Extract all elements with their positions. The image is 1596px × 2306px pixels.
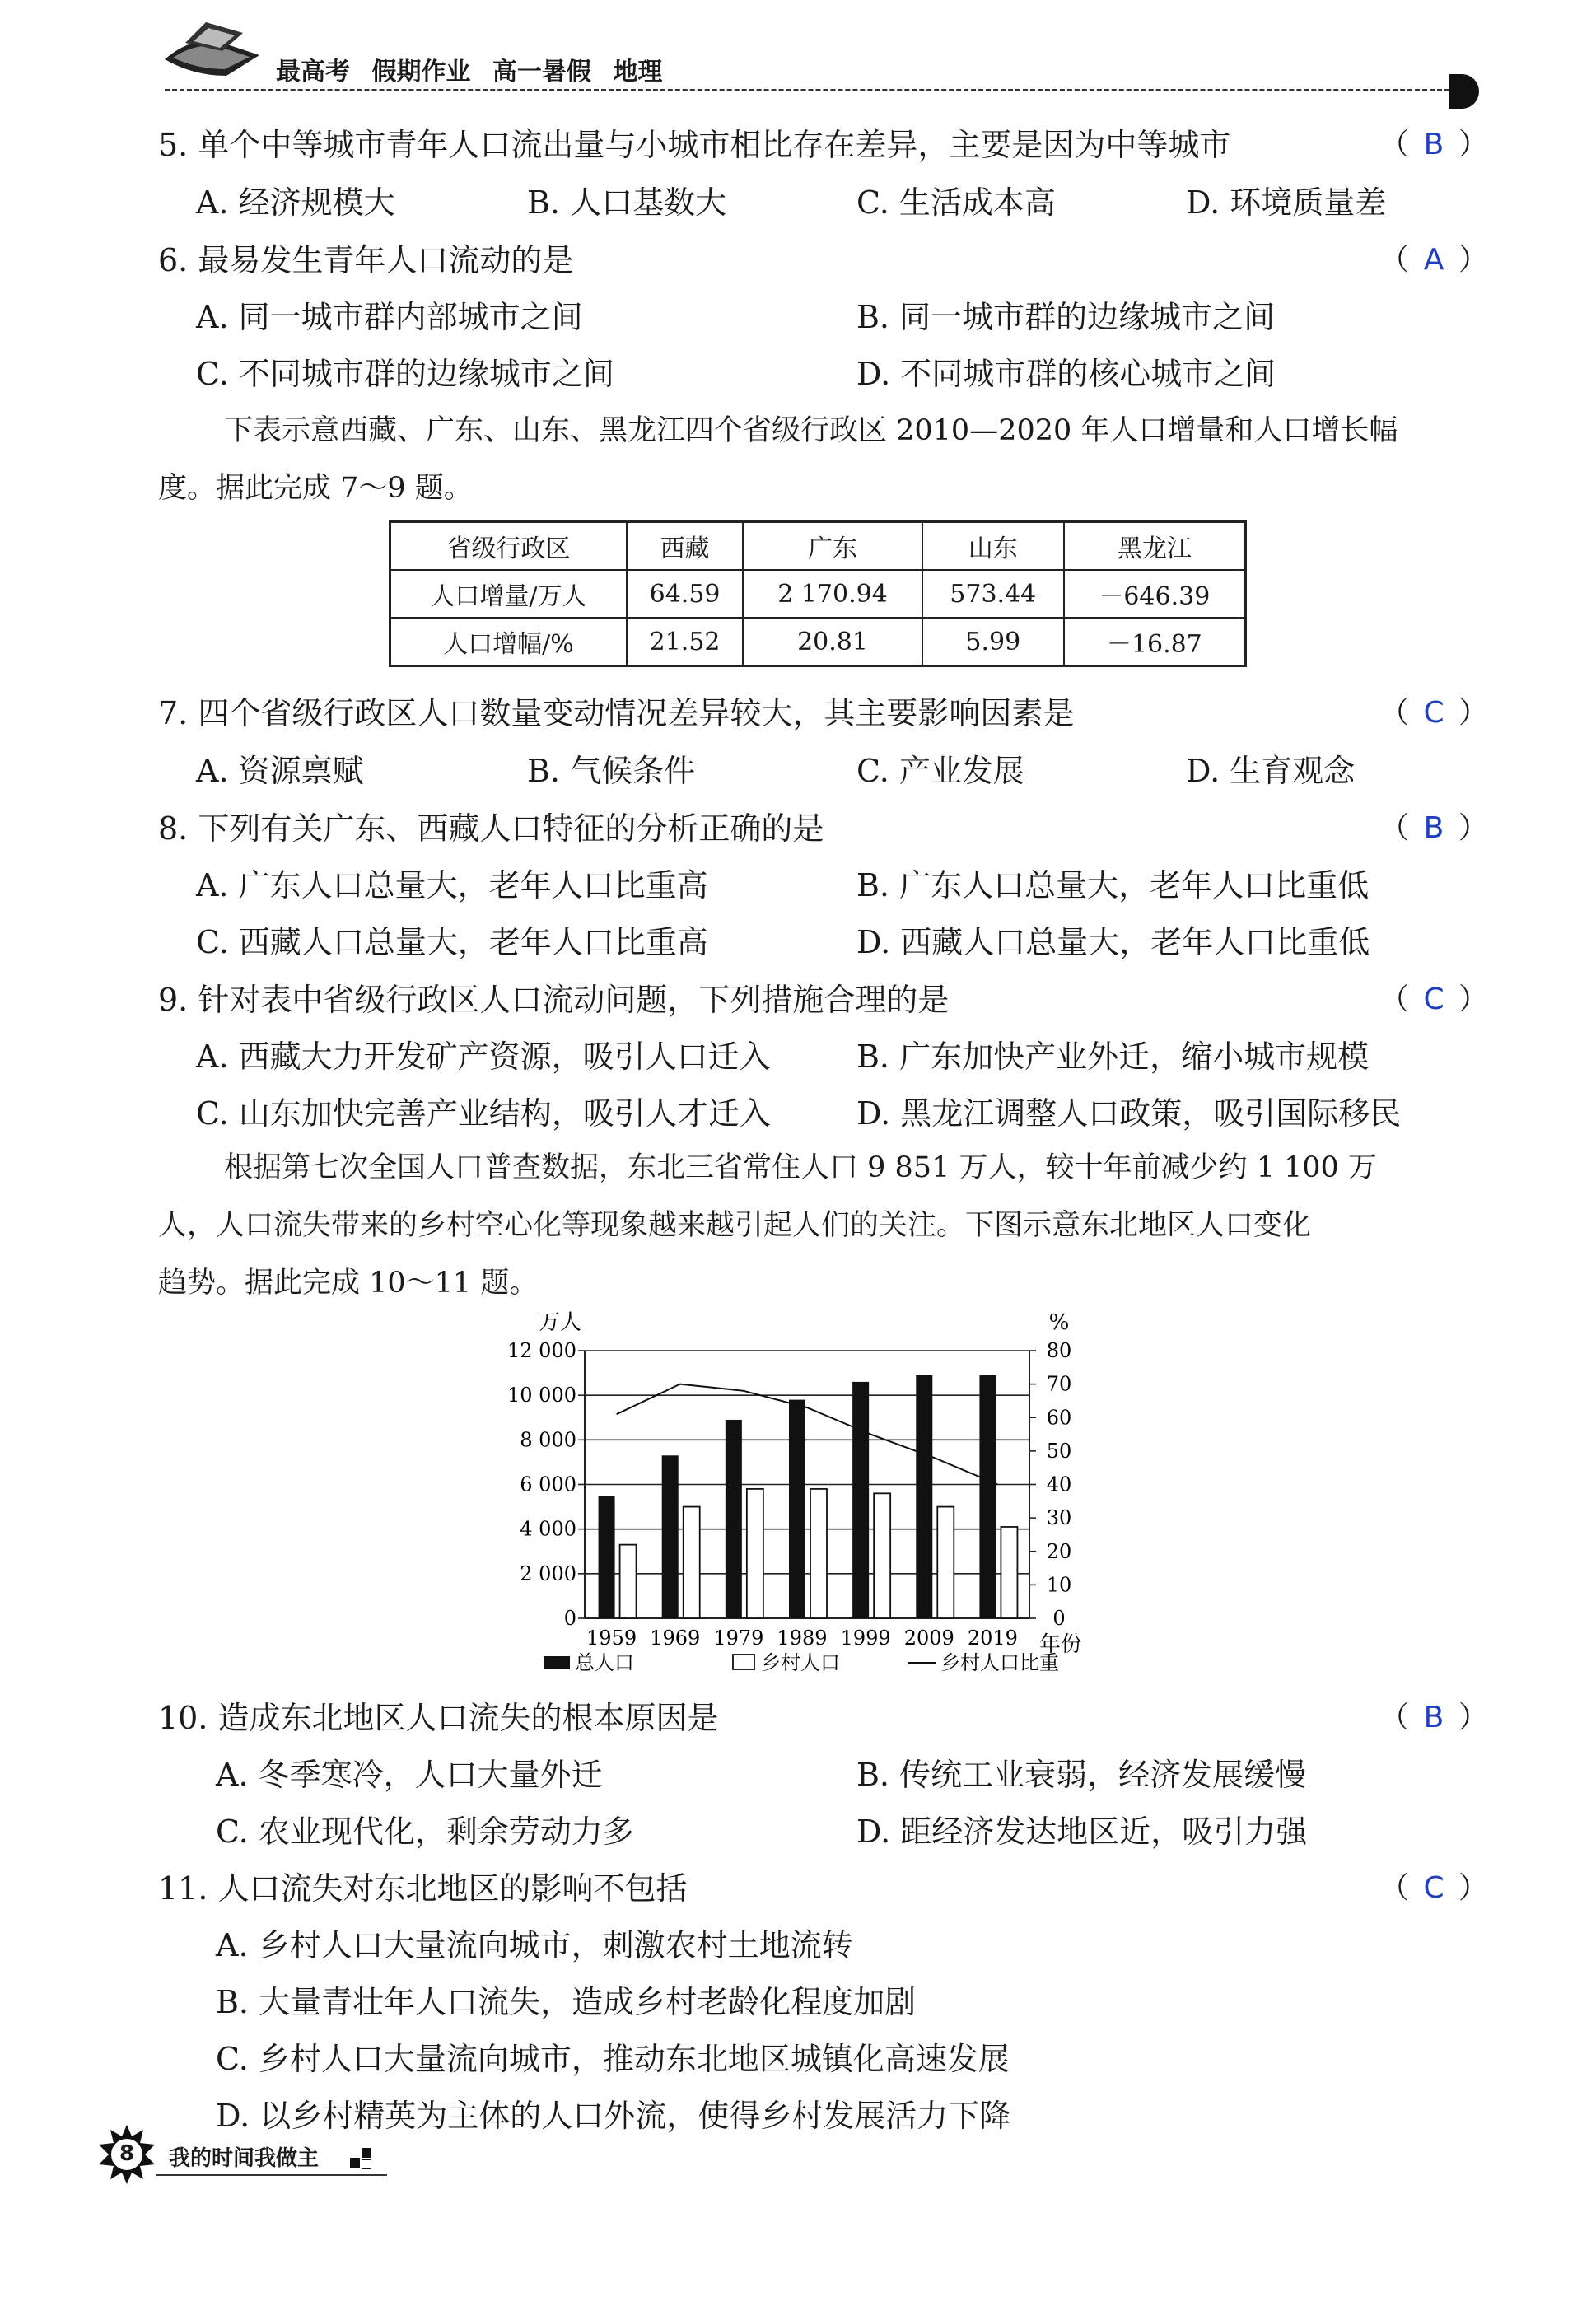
- q7-stem: 7. 四个省级行政区人口数量变动情况差异较大，其主要影响因素是: [158, 695, 1075, 731]
- right-axis-tick-label: 30: [1046, 1506, 1072, 1530]
- q8-answer-letter: B: [1423, 811, 1444, 845]
- q6-answer: （ A ）: [1379, 243, 1489, 277]
- table-header-cell: 省级行政区: [390, 522, 628, 571]
- q9-option-a: A. 西藏大力开发矿产资源，吸引人口迁入: [196, 1039, 771, 1075]
- right-axis-tick-label: 80: [1046, 1339, 1072, 1362]
- header-grade: 高一暑假: [492, 58, 591, 86]
- right-axis-tick-label: 40: [1046, 1473, 1072, 1496]
- q11-stem: 11. 人口流失对东北地区的影响不包括: [158, 1870, 688, 1907]
- table-cell: 573.44: [922, 570, 1064, 618]
- x-tick-label: 2009: [903, 1627, 954, 1650]
- footer-line: [156, 2174, 387, 2176]
- q5-option-c: C. 生活成本高: [856, 184, 1056, 221]
- right-axis-tick-label: 0: [1052, 1607, 1066, 1630]
- right-axis-tick-label: 20: [1046, 1539, 1072, 1563]
- bar-total-population: [599, 1496, 615, 1618]
- x-tick-label: 1989: [777, 1627, 828, 1650]
- table-cell: －16.87: [1064, 618, 1246, 666]
- table-cell: 20.81: [743, 618, 922, 666]
- header-subject: 地理: [613, 58, 663, 86]
- q7-option-a: A. 资源禀赋: [196, 753, 364, 789]
- chart-intro-line2: 人，人口流失带来的乡村空心化等现象越来越引起人们的关注。下图示意东北地区人口变化: [158, 1209, 1312, 1242]
- q8-option-a: A. 广东人口总量大，老年人口比重高: [196, 867, 708, 903]
- q7-option-b: B. 气候条件: [527, 753, 696, 789]
- q6-option-b: B. 同一城市群的边缘城市之间: [856, 299, 1276, 335]
- legend-label-rural: 乡村人口: [761, 1651, 840, 1674]
- q9-answer: （ C ）: [1379, 983, 1489, 1016]
- q5-option-a: A. 经济规模大: [196, 184, 395, 221]
- bar-rural-population: [620, 1545, 637, 1618]
- bar-total-population: [726, 1420, 742, 1618]
- x-tick-label: 1999: [840, 1627, 891, 1650]
- header-logo: [161, 18, 268, 84]
- right-axis-tick-label: 10: [1046, 1573, 1072, 1597]
- table-header-cell: 西藏: [627, 522, 743, 571]
- q6-option-a: A. 同一城市群内部城市之间: [196, 299, 583, 335]
- bar-rural-population: [1001, 1527, 1017, 1618]
- left-axis-unit: 万人: [538, 1310, 582, 1335]
- q8-answer: （ B ）: [1379, 811, 1489, 845]
- bar-rural-population: [684, 1507, 700, 1618]
- left-axis-tick-label: 6 000: [520, 1473, 576, 1496]
- q11-option-b: B. 大量青壮年人口流失，造成乡村老龄化程度加剧: [216, 1984, 917, 2020]
- table-cell: 5.99: [922, 618, 1064, 666]
- bar-rural-population: [874, 1493, 890, 1618]
- q9-option-d: D. 黑龙江调整人口政策，吸引国际移民: [856, 1095, 1402, 1132]
- table-header-cell: 广东: [743, 522, 922, 571]
- q8-stem: 8. 下列有关广东、西藏人口特征的分析正确的是: [158, 810, 824, 847]
- header-divider: [165, 89, 1449, 91]
- q7-option-c: C. 产业发展: [856, 753, 1024, 789]
- bar-total-population: [916, 1375, 932, 1618]
- right-axis-tick-label: 70: [1046, 1372, 1072, 1396]
- table-row: [390, 618, 1246, 666]
- page-number: 8: [119, 2141, 135, 2166]
- table-intro-line1: 下表示意西藏、广东、山东、黑龙江四个省级行政区 2010—2020 年人口增量和人口增长幅: [224, 414, 1398, 447]
- population-table: [389, 520, 1247, 667]
- q8-option-d: D. 西藏人口总量大，老年人口比重低: [856, 924, 1370, 960]
- q9-option-b: B. 广东加快产业外迁，缩小城市规模: [856, 1039, 1370, 1075]
- left-axis-tick-label: 0: [563, 1607, 576, 1630]
- q10-option-a: A. 冬季寒冷，人口大量外迁: [216, 1757, 603, 1793]
- q11-answer-letter: C: [1423, 1871, 1444, 1905]
- q11-answer: （ C ）: [1379, 1871, 1489, 1905]
- q8-option-c: C. 西藏人口总量大，老年人口比重高: [196, 924, 708, 960]
- q11-option-c: C. 乡村人口大量流向城市，推动东北地区城镇化高速发展: [216, 2041, 1010, 2077]
- x-tick-label: 2019: [967, 1627, 1018, 1650]
- table-cell: 2 170.94: [743, 570, 922, 618]
- q9-stem: 9. 针对表中省级行政区人口流动问题，下列措施合理的是: [158, 982, 950, 1018]
- q10-option-d: D. 距经济发达地区近，吸引力强: [856, 1814, 1308, 1850]
- table-cell: －646.39: [1064, 570, 1246, 618]
- q7-option-d: D. 生育观念: [1186, 753, 1356, 789]
- left-axis-tick-label: 12 000: [507, 1339, 576, 1362]
- table-cell: 21.52: [627, 618, 743, 666]
- table-cell: 64.59: [627, 570, 743, 618]
- chart-intro-line3: 趋势。据此完成 10～11 题。: [158, 1267, 539, 1300]
- bar-rural-population: [810, 1489, 827, 1618]
- q10-stem: 10. 造成东北地区人口流失的根本原因是: [158, 1700, 719, 1736]
- q5-option-d: D. 环境质量差: [1186, 184, 1387, 221]
- q11-option-a: A. 乡村人口大量流向城市，刺激农村土地流转: [216, 1927, 853, 1963]
- x-tick-label: 1959: [586, 1627, 637, 1650]
- header-series: 最高考: [276, 58, 350, 86]
- left-axis-tick-label: 8 000: [520, 1428, 576, 1452]
- population-chart: [486, 1301, 1145, 1680]
- x-tick-label: 1979: [713, 1627, 764, 1650]
- q10-answer: （ B ）: [1379, 1701, 1489, 1734]
- q5-answer: （ B ）: [1379, 128, 1489, 161]
- q10-answer-letter: B: [1423, 1701, 1444, 1734]
- bar-total-population: [789, 1400, 805, 1618]
- q7-answer-letter: C: [1423, 696, 1444, 730]
- q10-option-c: C. 农业现代化，剩余劳动力多: [216, 1814, 634, 1850]
- q9-answer-letter: C: [1423, 983, 1444, 1016]
- page-number-badge: [97, 2125, 156, 2184]
- bar-total-population: [979, 1375, 996, 1618]
- q9-option-c: C. 山东加快完善产业结构，吸引人才迁入: [196, 1095, 771, 1132]
- header-title: 假期作业: [371, 58, 471, 86]
- bar-total-population: [852, 1382, 869, 1618]
- bar-rural-population: [937, 1507, 954, 1618]
- right-axis-tick-label: 50: [1046, 1439, 1072, 1463]
- header-tab-icon: [1449, 74, 1479, 109]
- q6-option-d: D. 不同城市群的核心城市之间: [856, 356, 1276, 392]
- footer-slogan: 我的时间我做主: [169, 2146, 320, 2171]
- chart-intro-line1: 根据第七次全国人口普查数据，东北三省常住人口 9 851 万人，较十年前减少约 1 100 万: [224, 1151, 1377, 1184]
- x-axis-label: 年份: [1038, 1632, 1083, 1657]
- q7-answer: （ C ）: [1379, 696, 1489, 730]
- table-header-cell: 黑龙江: [1064, 522, 1246, 571]
- q5-option-b: B. 人口基数大: [527, 184, 727, 221]
- q6-option-c: C. 不同城市群的边缘城市之间: [196, 356, 614, 392]
- left-axis-tick-label: 4 000: [520, 1517, 576, 1541]
- q11-option-d: D. 以乡村精英为主体的人口外流，使得乡村发展活力下降: [216, 2098, 1011, 2134]
- table-header-row: [390, 522, 1246, 571]
- table-row: [390, 570, 1246, 618]
- bar-rural-population: [747, 1489, 763, 1618]
- legend-label-ratio: 乡村人口比重: [940, 1651, 1059, 1674]
- legend-swatch-total: [544, 1656, 570, 1669]
- q5-answer-letter: B: [1423, 128, 1444, 161]
- table-cell: 人口增量/万人: [390, 570, 628, 618]
- q5-stem: 5. 单个中等城市青年人口流出量与小城市相比存在差异，主要是因为中等城市: [158, 127, 1231, 163]
- x-tick-label: 1969: [650, 1627, 701, 1650]
- right-axis-tick-label: 60: [1046, 1406, 1072, 1430]
- right-axis-unit: %: [1048, 1310, 1070, 1335]
- table-header-cell: 山东: [922, 522, 1064, 571]
- bar-total-population: [662, 1455, 679, 1618]
- q6-answer-letter: A: [1423, 243, 1444, 277]
- left-axis-tick-label: 2 000: [520, 1561, 576, 1585]
- q8-option-b: B. 广东人口总量大，老年人口比重低: [856, 867, 1370, 903]
- q10-option-b: B. 传统工业衰弱，经济发展缓慢: [856, 1757, 1307, 1793]
- legend-label-total: 总人口: [575, 1651, 634, 1674]
- left-axis-tick-label: 10 000: [507, 1384, 576, 1407]
- q6-stem: 6. 最易发生青年人口流动的是: [158, 242, 574, 278]
- table-cell: 人口增幅/%: [390, 618, 628, 666]
- legend-swatch-rural: [733, 1655, 754, 1669]
- table-intro-line2: 度。据此完成 7～9 题。: [158, 472, 473, 505]
